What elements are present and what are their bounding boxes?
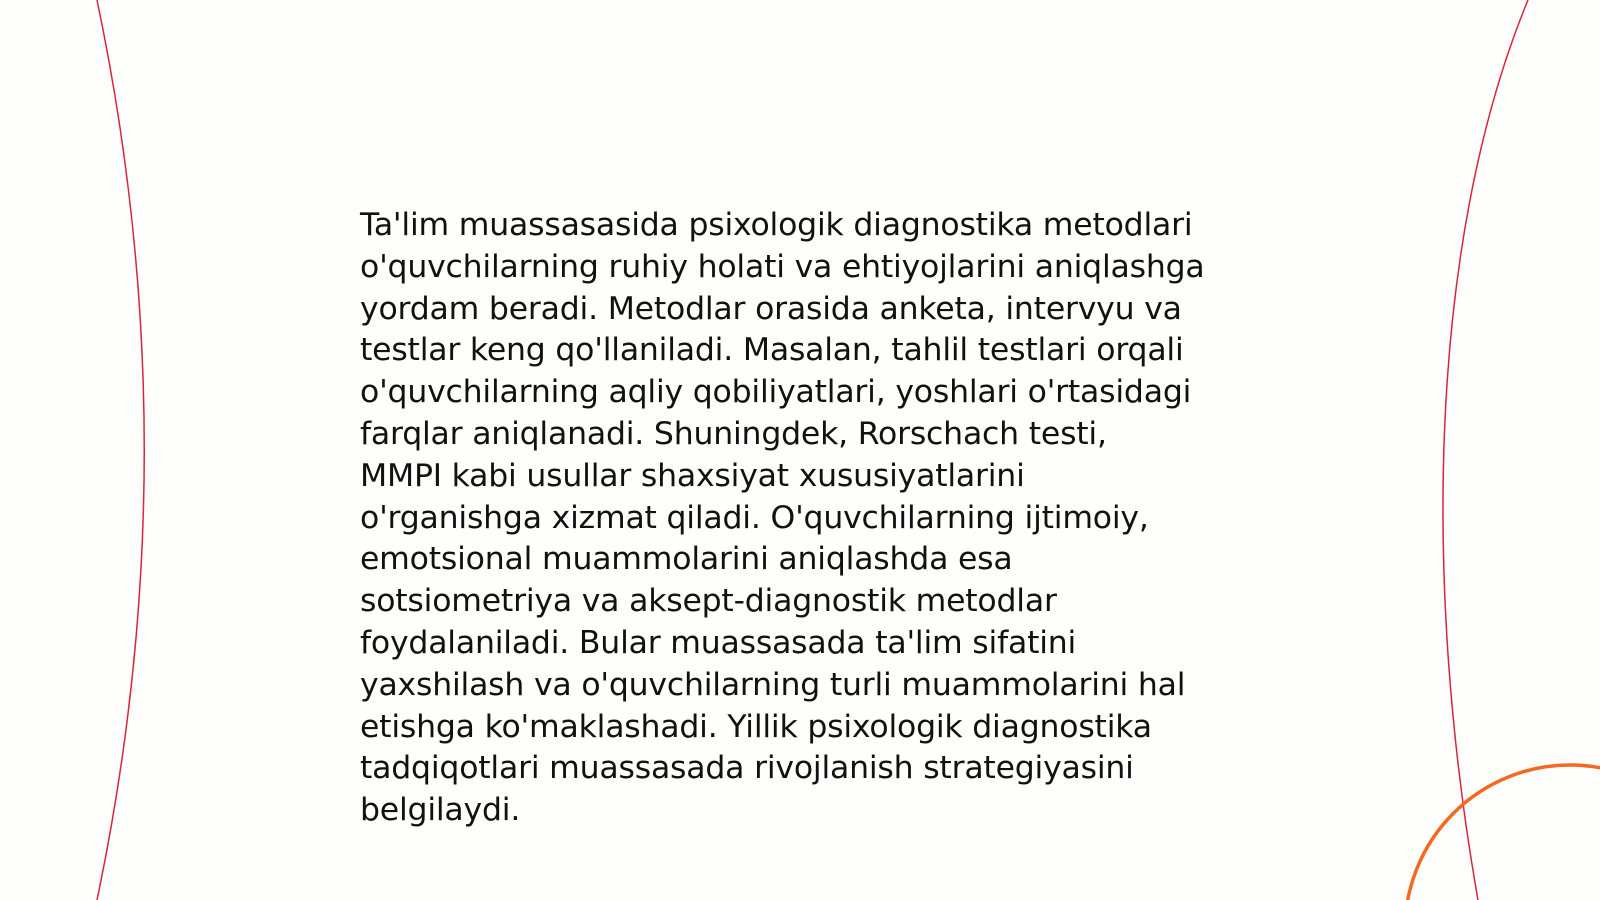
left-curve [97, 0, 144, 900]
right-curve [1443, 0, 1528, 900]
orange-arc [1405, 765, 1600, 900]
body-paragraph: Ta'lim muassasasida psixologik diagnostika metodlari o'quvchilarning ruhiy holati va ehtiyojlarini aniqlashga yordam beradi. Metodlar orasida anketa, intervyu va testlar keng qo'llaniladi. Masalan, tahlil testlari orqali o'quvchilarning aqliy qobiliyatlari, yoshlari o'rtasidagi farqlar aniqlanadi. Shuningdek, Rorschach testi, MMPI kabi usullar shaxsiyat xususiyatlarini o'rganishga xizmat qiladi. O'quvchilarning ijtimoiy, emotsional muammolarini aniqlashda esa sotsiometriya va aksept-diagnostik metodlar foydalaniladi. Bular muassasada ta'lim sifatini yaxshilash va o'quvchilarning turli muammolarini hal etishga ko'maklashadi. Yillik psixologik diagnostika tadqiqotlari muassasada rivojlanish strategiyasini belgilaydi. [360, 207, 1205, 829]
